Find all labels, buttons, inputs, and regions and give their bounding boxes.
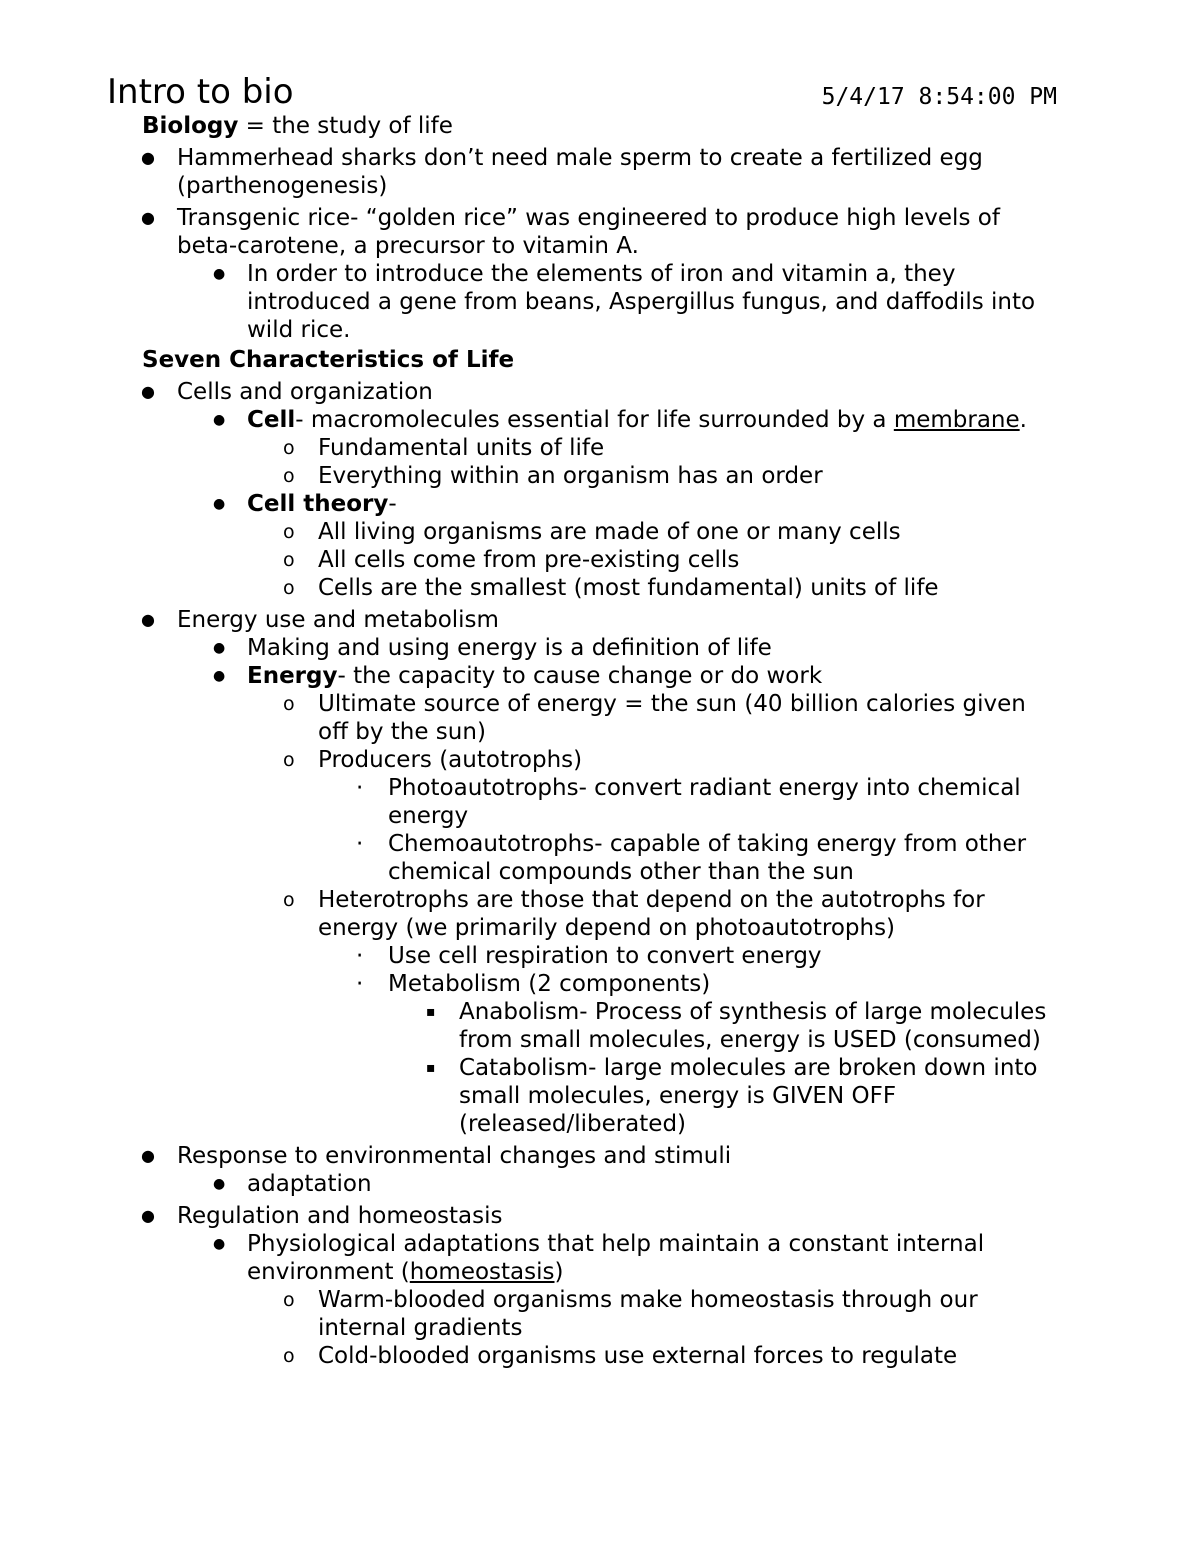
list-item-text: Cold-blooded organisms use external forces to regulate xyxy=(318,1343,958,1369)
list-item xyxy=(0,970,1200,998)
list-item xyxy=(0,1342,1200,1370)
list-item-text: Energy use and metabolism xyxy=(177,607,499,633)
list-item xyxy=(0,746,1200,774)
list-item-text: Everything within an organism has an order xyxy=(318,463,823,489)
bullet-disc-icon: ● xyxy=(213,496,226,512)
bullet-dot-icon: · xyxy=(356,831,364,857)
cell-definition: - macromolecules essential for life surrounded by a xyxy=(295,407,894,433)
list-item-text: Warm-blooded organisms make homeostasis through our internal gradients xyxy=(318,1287,978,1341)
list-item xyxy=(0,606,1200,634)
cell-theory-term: Cell theory xyxy=(247,491,389,517)
bullet-square-icon: ▪ xyxy=(426,1004,436,1020)
list-item-text: Chemoautotrophs- capable of taking energy from other chemical compounds other than the sun xyxy=(388,831,1027,885)
bullet-disc-icon: ● xyxy=(141,148,155,167)
list-item-text: In order to introduce the elements of iron and vitamin a, they introduced a gene from beans, Aspergillus fungus, and daffodils into wild rice. xyxy=(247,261,1036,343)
bullet-disc-icon: ● xyxy=(141,382,155,401)
list-item xyxy=(0,260,1200,344)
close-paren: ) xyxy=(554,1259,564,1285)
list-item-text: adaptation xyxy=(247,1171,372,1197)
timestamp: 5/4/17 8:54:00 PM xyxy=(821,84,1057,110)
list-item-text xyxy=(247,406,1060,434)
list-item xyxy=(0,830,1200,886)
bullet-circle-icon: o xyxy=(283,577,295,599)
cell-term: Cell xyxy=(247,407,296,433)
bullet-disc-icon: ● xyxy=(213,1236,226,1252)
page-title: Intro to bio xyxy=(107,72,294,112)
section-heading-text: Seven Characteristics of Life xyxy=(142,347,515,373)
list-item xyxy=(0,378,1200,406)
biology-definition: = the study of life xyxy=(238,113,453,139)
bullet-disc-icon: ● xyxy=(213,412,226,428)
bullet-disc-icon: ● xyxy=(213,266,226,282)
list-item xyxy=(0,1142,1200,1170)
list-item xyxy=(0,1202,1200,1230)
bullet-circle-icon: o xyxy=(283,1289,295,1311)
biology-term: Biology xyxy=(142,113,239,139)
list-item-text: Cells are the smallest (most fundamental) units of life xyxy=(318,575,939,601)
list-item-text: Response to environmental changes and stimuli xyxy=(177,1143,732,1169)
list-item-text xyxy=(247,662,1060,690)
bullet-circle-icon: o xyxy=(283,749,295,771)
bullet-dot-icon: · xyxy=(356,775,364,801)
list-item xyxy=(0,546,1200,574)
bullet-disc-icon: ● xyxy=(141,610,155,629)
list-item xyxy=(0,886,1200,942)
list-item xyxy=(0,774,1200,830)
bullet-circle-icon: o xyxy=(283,549,295,571)
bullet-circle-icon: o xyxy=(283,693,295,715)
notes-body xyxy=(0,112,1200,1370)
list-item-text xyxy=(247,490,1060,518)
bullet-circle-icon: o xyxy=(283,889,295,911)
list-item xyxy=(0,942,1200,970)
bullet-circle-icon: o xyxy=(283,1345,295,1367)
bullet-circle-icon: o xyxy=(283,465,295,487)
list-item xyxy=(0,634,1200,662)
dash: - xyxy=(388,491,397,517)
energy-term: Energy xyxy=(247,663,338,689)
list-item-text: Catabolism- large molecules are broken down into small molecules, energy is GIVEN OFF (released/liberated) xyxy=(459,1055,1038,1137)
list-item-text: Fundamental units of life xyxy=(318,435,605,461)
bullet-dot-icon: · xyxy=(356,971,364,997)
bullet-disc-icon: ● xyxy=(141,1146,155,1165)
list-item-text xyxy=(247,1230,1060,1286)
bullet-disc-icon: ● xyxy=(213,668,226,684)
bullet-disc-icon: ● xyxy=(141,208,155,227)
list-item-text: Producers (autotrophs) xyxy=(318,747,583,773)
list-item-text: Heterotrophs are those that depend on the autotrophs for energy (we primarily depend on photoautotrophs) xyxy=(318,887,985,941)
list-item-text: Photoautotrophs- convert radiant energy into chemical energy xyxy=(388,775,1021,829)
list-item-text: All living organisms are made of one or many cells xyxy=(318,519,901,545)
list-item-text: Metabolism (2 components) xyxy=(388,971,711,997)
section-heading xyxy=(0,346,1200,374)
energy-definition: - the capacity to cause change or do work xyxy=(337,663,823,689)
list-item xyxy=(0,690,1200,746)
list-item-text: Making and using energy is a definition of life xyxy=(247,635,772,661)
list-item xyxy=(0,1286,1200,1342)
list-item xyxy=(0,518,1200,546)
list-item-text: Cells and organization xyxy=(177,379,433,405)
list-item xyxy=(0,998,1200,1054)
list-item xyxy=(0,1054,1200,1138)
list-item xyxy=(0,662,1200,690)
intro-definition xyxy=(0,112,1200,140)
list-item-text: Transgenic rice- “golden rice” was engineered to produce high levels of beta-carotene, a precursor to vitamin A. xyxy=(177,205,1000,259)
homeostasis-term: homeostasis xyxy=(409,1259,555,1285)
list-item-text: Regulation and homeostasis xyxy=(177,1203,503,1229)
list-item xyxy=(0,434,1200,462)
list-item-text: Anabolism- Process of synthesis of large molecules from small molecules, energy is USED (consumed) xyxy=(459,999,1047,1053)
list-item-text: Hammerhead sharks don’t need male sperm to create a fertilized egg (parthenogenesis) xyxy=(177,145,983,199)
list-item xyxy=(0,490,1200,518)
bullet-square-icon: ▪ xyxy=(426,1060,436,1076)
list-item xyxy=(0,462,1200,490)
period: . xyxy=(1019,407,1027,433)
list-item xyxy=(0,574,1200,602)
bullet-circle-icon: o xyxy=(283,437,295,459)
bullet-circle-icon: o xyxy=(283,521,295,543)
list-item-text: All cells come from pre-existing cells xyxy=(318,547,740,573)
list-item xyxy=(0,406,1200,434)
bullet-disc-icon: ● xyxy=(141,1206,155,1225)
list-item-text: Use cell respiration to convert energy xyxy=(388,943,822,969)
bullet-dot-icon: · xyxy=(356,943,364,969)
membrane-term: membrane xyxy=(893,407,1020,433)
list-item-text: Ultimate source of energy = the sun (40 billion calories given off by the sun) xyxy=(318,691,1026,745)
bullet-disc-icon: ● xyxy=(213,640,226,656)
list-item xyxy=(0,144,1200,200)
list-item xyxy=(0,1170,1200,1198)
list-item xyxy=(0,1230,1200,1286)
physiological-text: Physiological adaptations that help maintain a constant internal environment ( xyxy=(247,1231,985,1285)
bullet-disc-icon: ● xyxy=(213,1176,226,1192)
list-item xyxy=(0,204,1200,260)
